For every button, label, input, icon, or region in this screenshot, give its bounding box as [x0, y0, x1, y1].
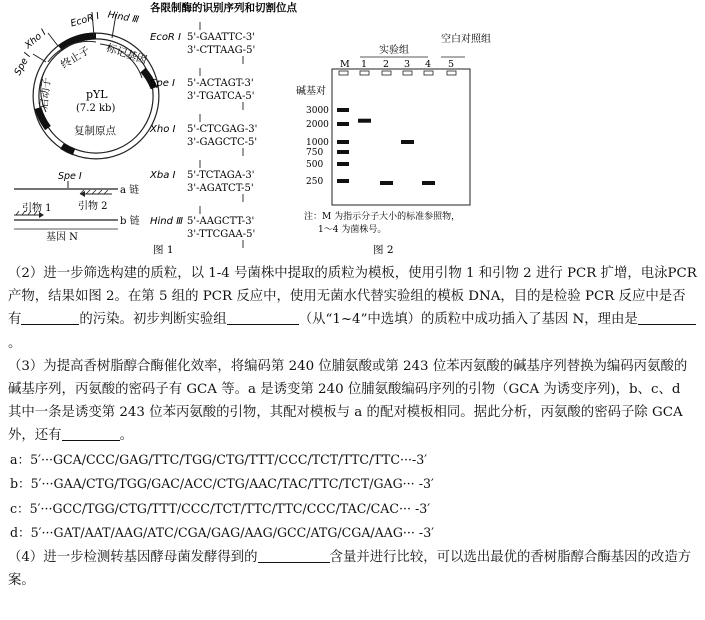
plasmid-segment-dark-3: [38, 108, 48, 128]
fig2-caption: 图 2: [373, 244, 394, 256]
figure-area: [0, 0, 705, 262]
ladder-band: [337, 150, 349, 154]
ladder-label: 750: [306, 148, 324, 158]
gel-figure: [296, 32, 491, 256]
fig1-caption: 图 1: [153, 244, 174, 256]
gel-note-line1: 注：M 为指示分子大小的标准参照物，: [304, 212, 461, 222]
ladder-label: 1000: [306, 138, 329, 148]
enzyme-name: Hind Ⅲ: [150, 216, 184, 227]
question-3: [8, 355, 698, 448]
lane-labels: [339, 59, 456, 75]
enzyme-name: Spe Ⅰ: [150, 78, 175, 89]
lane-label: 5: [448, 59, 455, 70]
enzyme-bottom-strand: 3'-GAGCTC-5': [187, 137, 258, 148]
plasmid-size: (7.2 kb): [76, 103, 116, 114]
question-2: [8, 262, 698, 355]
answer-blank-5[interactable]: [258, 548, 330, 563]
enzyme-table: [149, 1, 297, 248]
gel-well: [382, 71, 391, 75]
sequence-d: d：5′···GAT/AAT/AAG/ATC/CGA/GAG/AAG/GCC/ATG/CGA/AAG··· -3′: [10, 525, 435, 541]
site-label-ecor: EcoR Ⅰ: [69, 10, 101, 30]
sample-band: [422, 181, 435, 185]
q3-text-1: （3）为提高香树脂醇合酶催化效率，将编码第 240 位脯氨酸或第 243 位苯丙氨酸的碱基序列替换为编码丙氨酸的碱基序列，丙氨酸的密码子有 GCA 等。a 是诱变第 240 位脯氨酸编码序列的引物（GCA 为诱变序列)，b、c、d 其中一条是诱变第 243 位苯丙氨酸的引物，其配对模板与 a 的配对模板相同。据此分析，丙氨酸的密码子除 GCA 外，还有: [8, 358, 688, 444]
answer-blank-1[interactable]: [21, 310, 79, 325]
lane-label: 4: [425, 59, 432, 70]
sequence-b: b：5′···GAA/CTG/TGG/GAC/ACC/CTG/AAC/TAC/TTC/TCT/GAG··· -3′: [10, 476, 434, 492]
plasmid-label-promoter: 启动子: [37, 76, 54, 110]
answer-blank-3[interactable]: [638, 310, 696, 325]
q3-text-2: 。: [119, 428, 133, 444]
sequence-a: a：5′···GCA/CCC/GAG/TTC/TGG/CTG/TTT/CCC/TCT/TTC/TTC···-3′: [10, 451, 428, 467]
enzyme-bottom-strand: 3'-CTTAAG-5': [187, 45, 256, 56]
plasmid-label-origin: 复制原点: [74, 125, 116, 137]
plasmid-label-terminator: 终止子: [58, 44, 92, 72]
question-4: [8, 546, 698, 592]
q2-text-1: （2）进一步筛选构建的质粒，以 1-4 号菌株中提取的质粒为模板，使用引物 1 和引物 2 进行 PCR 扩增，电泳PCR 产物，结果如图 2。在第 5 组的 PCR 反应中，使用无菌水代替实验组的模板 DNA，目的是检验 PCR 反应中是否有: [8, 266, 697, 328]
plasmid-name: pYL: [86, 88, 108, 101]
lane-label: 3: [404, 59, 411, 70]
gel-well: [339, 71, 348, 75]
chain-b-label: b 链: [120, 216, 140, 227]
lane-label: M: [340, 59, 350, 70]
gel-well: [447, 71, 456, 75]
q2-text-3: （从“1~4”中选填）的质粒中成功插入了基因 N，理由是: [298, 312, 638, 328]
enzyme-table-title: 各限制酶的识别序列和切割位点: [150, 2, 297, 14]
chain-a-label: a 链: [120, 185, 140, 196]
enzyme-list: [149, 22, 257, 248]
answer-blank-2[interactable]: [227, 310, 299, 325]
enzyme-top-strand: 5'-TCTAGA-3': [187, 170, 255, 181]
gel-well: [403, 71, 412, 75]
lane-label: 2: [383, 59, 390, 70]
gel-well: [360, 71, 369, 75]
sample-band: [380, 181, 393, 185]
enzyme-top-strand: 5'-CTCGAG-3': [187, 124, 258, 135]
site-label-spe: Spe Ⅰ: [12, 51, 34, 78]
gel-well: [424, 71, 433, 75]
ladder-label: 500: [306, 160, 324, 170]
enzyme-top-strand: 5'-GAATTC-3': [187, 32, 256, 43]
ladder-band: [337, 162, 349, 166]
enzyme-name: Xba Ⅰ: [150, 170, 176, 181]
q2-text-2: 的污染。初步判断实验组: [79, 312, 227, 328]
enzyme-name: EcoR Ⅰ: [150, 32, 182, 43]
gene-site-label: Spe Ⅰ: [58, 171, 82, 182]
group-control-label: 空白对照组: [441, 34, 491, 45]
ladder-band: [337, 179, 349, 183]
enzyme-bottom-strand: 3'-TTCGAA-5': [187, 229, 256, 240]
enzyme-bottom-strand: 3'-AGATCT-5': [187, 183, 254, 194]
ladder-band: [337, 108, 349, 112]
ladder-label: 3000: [306, 106, 329, 116]
gene-name-label: 基因 N: [46, 232, 78, 243]
plasmid-label-marker: 标记基因: [104, 42, 149, 67]
enzyme-name: Xho Ⅰ: [150, 124, 176, 135]
q2-text-4: 。: [8, 335, 22, 351]
answer-blank-4[interactable]: [62, 426, 120, 441]
sample-band: [401, 140, 414, 144]
gel-note-line2: 1～4 为菌株号。: [318, 225, 387, 235]
ladder-band: [337, 140, 349, 144]
gel-bands: [337, 108, 435, 185]
gene-n-diagram: [14, 171, 140, 243]
enzyme-top-strand: 5'-ACTAGT-3': [187, 78, 254, 89]
question-body: [8, 262, 698, 592]
primer-2-label: 引物 2: [78, 201, 108, 212]
gel-ylabel: 碱基对: [296, 86, 326, 97]
lane-label: 1: [361, 59, 368, 70]
gel-frame: [332, 69, 470, 205]
sample-band: [358, 119, 371, 123]
site-label-hind: Hind Ⅲ: [106, 9, 140, 26]
q4-text-1: （4）进一步检测转基因酵母菌发酵得到的: [8, 549, 258, 565]
enzyme-bottom-strand: 3'-TGATCA-5': [187, 91, 255, 102]
q4-text-2: 含量并进行比较，可以选出最优的香树脂醇合酶基因的改造方案。: [8, 549, 692, 588]
site-label-xho: Xho Ⅰ: [22, 27, 49, 52]
ladder-band: [337, 122, 349, 126]
sequence-c: c：5′···GCC/TGG/CTG/TTT/CCC/TCT/TTC/TTC/CCC/TAC/CAC··· -3′: [10, 500, 431, 516]
primer-1-label: 引物 1: [22, 203, 52, 214]
group-experiment-label: 实验组: [379, 45, 409, 56]
plasmid-segment-dark-4: [62, 146, 74, 152]
ladder-labels: [306, 106, 329, 187]
ladder-label: 2000: [306, 120, 329, 130]
plasmid-map: [12, 9, 156, 156]
enzyme-top-strand: 5'-AAGCTT-3': [187, 216, 255, 227]
ladder-label: 250: [306, 177, 324, 187]
